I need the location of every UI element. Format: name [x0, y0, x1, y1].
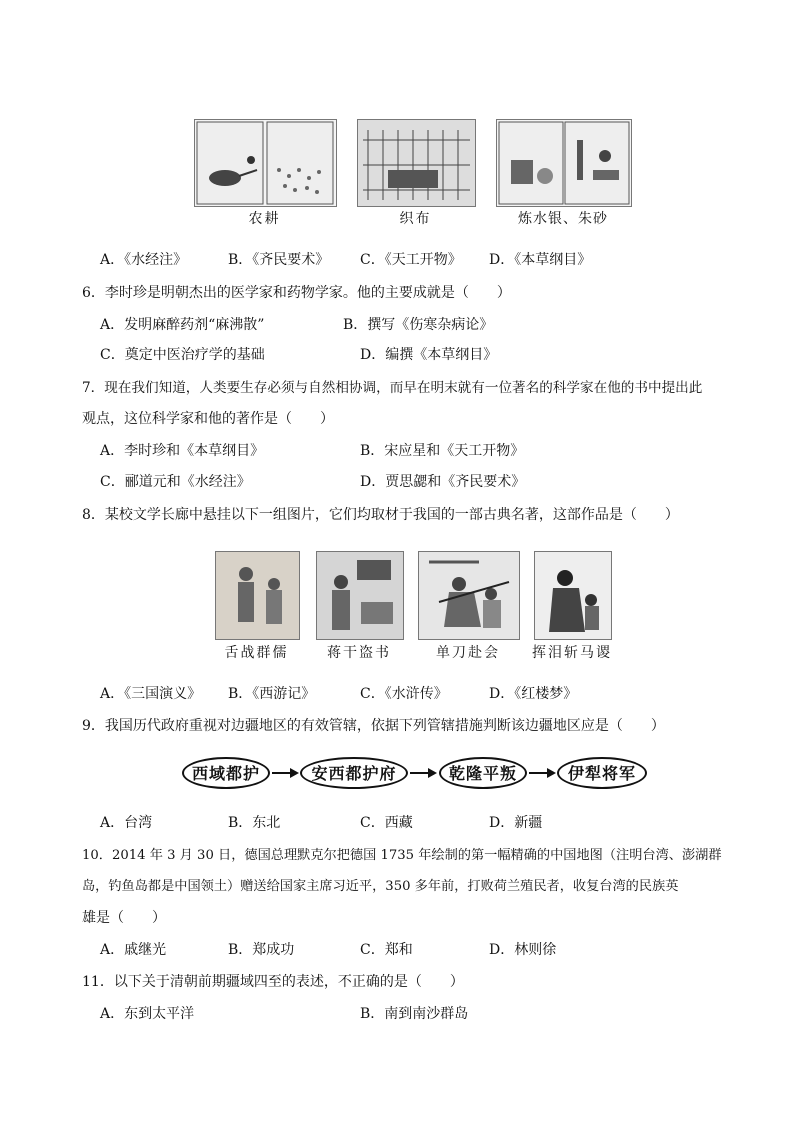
- q8-caption-4: 挥泪斩马谡: [532, 645, 612, 661]
- q7-option-a[interactable]: A．李时珍和《本草纲目》: [100, 443, 265, 459]
- q10-option-a[interactable]: A．戚继光: [100, 942, 167, 958]
- debate-image: [215, 551, 300, 640]
- q8-option-c[interactable]: C．《水浒传》: [360, 686, 448, 702]
- flow-arrow-3: [529, 765, 557, 781]
- q8-option-a[interactable]: A．《三国演义》: [100, 686, 202, 702]
- execution-image: [534, 551, 612, 640]
- farming-image: [194, 119, 337, 207]
- q8-option-d[interactable]: D．《红楼梦》: [489, 686, 578, 702]
- q7-stem-line2: 观点，这位科学家和他的著作是（ ）: [82, 411, 334, 427]
- flow-node-2: 安西都护府: [300, 757, 408, 789]
- q11-option-a[interactable]: A．东到太平洋: [100, 1006, 195, 1022]
- q9-stem: 9．我国历代政府重视对边疆地区的有效管辖，依据下列管辖措施判断该边疆地区应是（ ）: [82, 718, 665, 734]
- weaving-image: [357, 119, 476, 207]
- q8-option-b[interactable]: B．《西游记》: [228, 686, 316, 702]
- q10-option-b[interactable]: B．郑成功: [228, 942, 295, 958]
- flow-node-1: 西域都护: [182, 757, 270, 789]
- q6-option-a[interactable]: A．发明麻醉药剂“麻沸散”: [100, 317, 265, 333]
- q10-stem-line2: 岛，钓鱼岛都是中国领土）赠送给国家主席习近平，350 多年前，打败荷兰殖民者，收复台湾的民族英: [82, 879, 679, 894]
- q5-option-c[interactable]: C．《天工开物》: [360, 252, 462, 268]
- q8-caption-3: 单刀赴会: [436, 645, 500, 661]
- q10-stem-line3: 雄是（ ）: [82, 910, 166, 926]
- q8-caption-1: 舌战群儒: [224, 645, 289, 661]
- image-caption-farming: 农耕: [248, 211, 281, 227]
- q7-option-b[interactable]: B．宋应星和《天工开物》: [360, 443, 525, 459]
- q5-option-d[interactable]: D．《本草纲目》: [489, 252, 592, 268]
- mercury-refining-image: [496, 119, 632, 207]
- flow-arrow-2: [410, 765, 438, 781]
- q6-stem: 6．李时珍是明朝杰出的医学家和药物学家。他的主要成就是（ ）: [82, 285, 511, 301]
- q8-caption-2: 蒋干盗书: [327, 645, 391, 661]
- flow-arrow-1: [272, 765, 300, 781]
- image-caption-weaving: 织布: [399, 211, 432, 227]
- q7-option-c[interactable]: C．郦道元和《水经注》: [100, 474, 251, 490]
- q10-stem-line1: 10．2014 年 3 月 30 日，德国总理默克尔把德国 1735 年绘制的第一幅精确的中国地图（注明台湾、澎湖群: [82, 848, 722, 863]
- q9-option-b[interactable]: B．东北: [228, 815, 281, 831]
- stealing-letter-image: [316, 551, 404, 640]
- q11-stem: 11．以下关于清朝前期疆域四至的表述，不正确的是（ ）: [82, 974, 464, 990]
- q5-option-a[interactable]: A．《水经注》: [100, 252, 188, 268]
- single-sword-image: [418, 551, 520, 640]
- q7-option-d[interactable]: D．贾思勰和《齐民要术》: [360, 474, 526, 490]
- q9-option-d[interactable]: D．新疆: [489, 815, 543, 831]
- q6-option-b[interactable]: B．撰写《伤寒杂病论》: [343, 317, 494, 333]
- q9-option-a[interactable]: A．台湾: [100, 815, 153, 831]
- flow-node-4: 伊犁将军: [557, 757, 647, 789]
- q9-option-c[interactable]: C．西藏: [360, 815, 413, 831]
- q7-stem-line1: 7．现在我们知道，人类要生存必须与自然相协调，而早在明末就有一位著名的科学家在他的书中提出此: [82, 380, 703, 396]
- q10-option-d[interactable]: D．林则徐: [489, 942, 557, 958]
- image-caption-mercury: 炼水银、朱砂: [518, 211, 608, 227]
- q8-stem: 8．某校文学长廊中悬挂以下一组图片，它们均取材于我国的一部古典名著，这部作品是（ ）: [82, 507, 679, 523]
- q11-option-b[interactable]: B．南到南沙群岛: [360, 1006, 469, 1022]
- flow-node-3: 乾隆平叛: [439, 757, 527, 789]
- q6-option-d[interactable]: D．编撰《本草纲目》: [360, 347, 498, 363]
- q5-option-b[interactable]: B．《齐民要术》: [228, 252, 330, 268]
- q6-option-c[interactable]: C．奠定中医治疗学的基础: [100, 347, 265, 363]
- q10-option-c[interactable]: C．郑和: [360, 942, 413, 958]
